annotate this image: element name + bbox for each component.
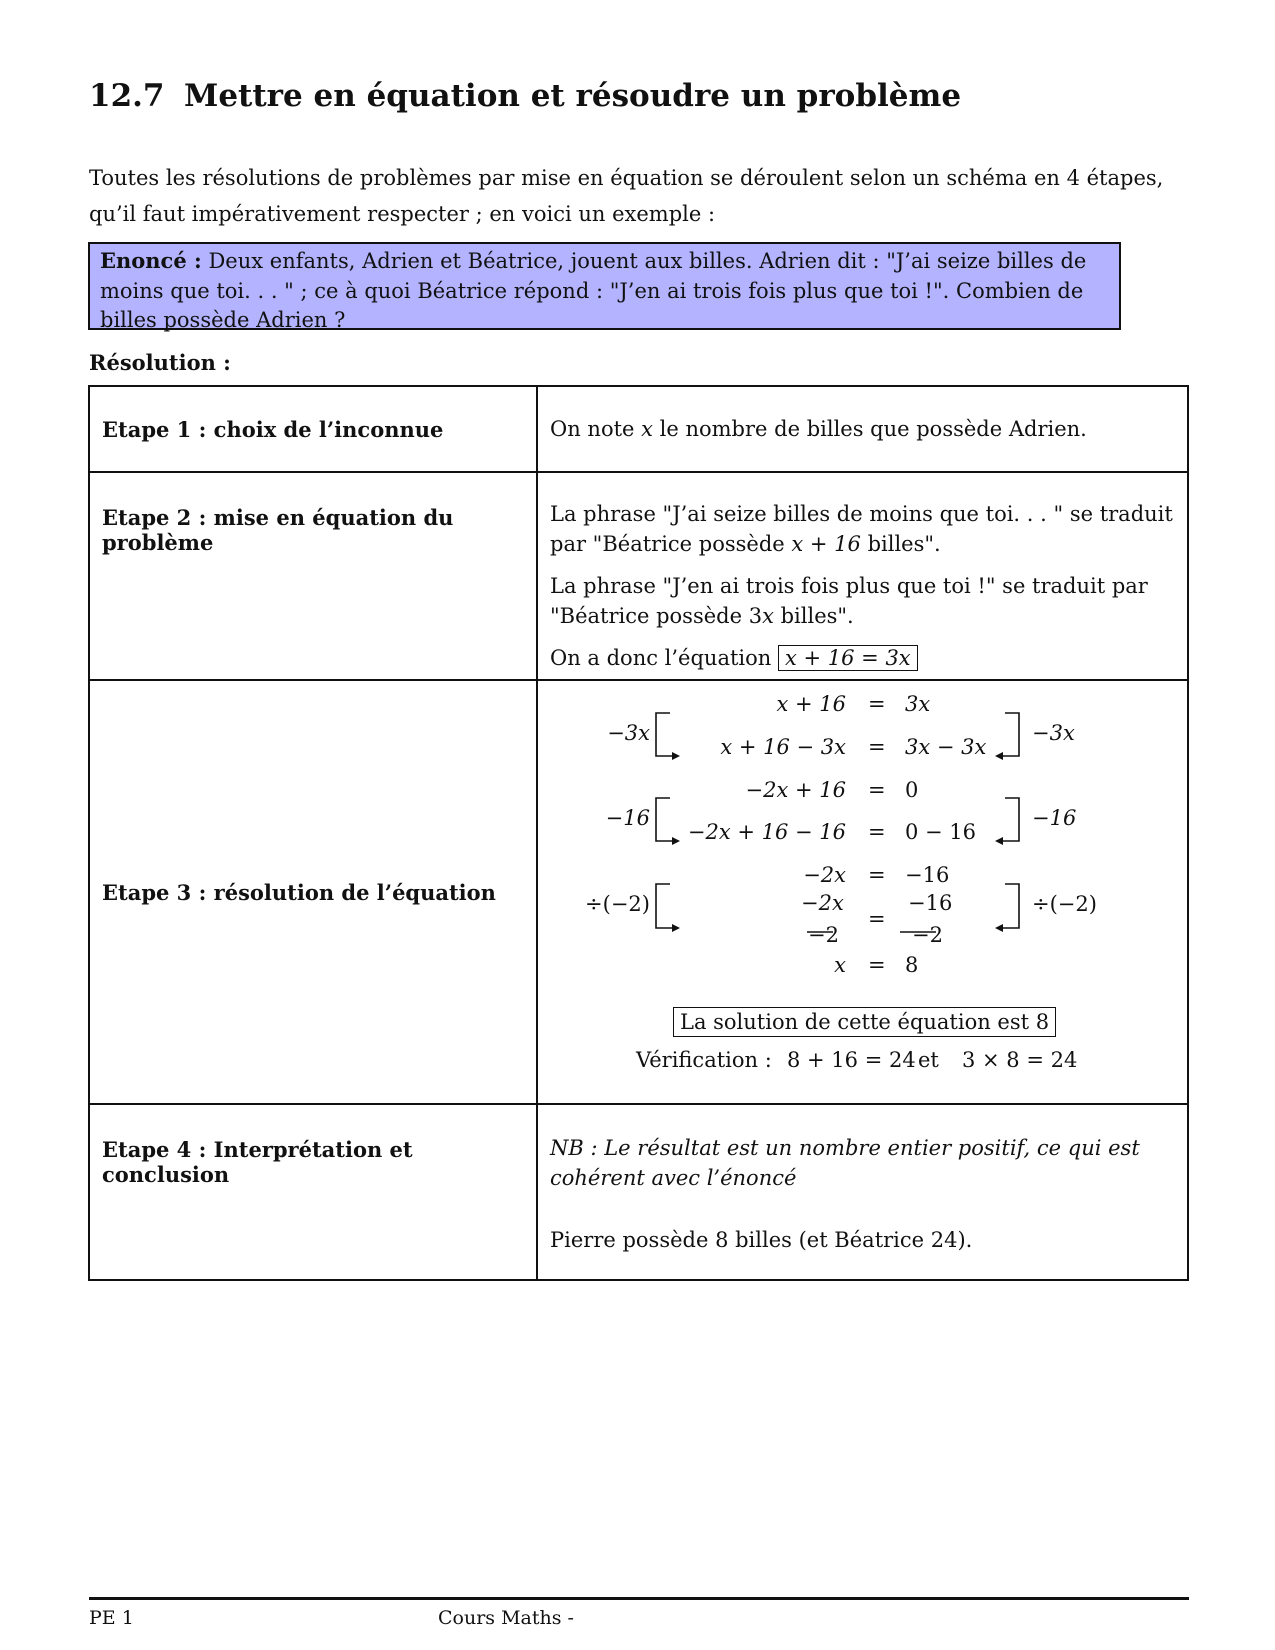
row-6-eq: = — [868, 907, 886, 931]
step-4-note: NB : Le résultat est un nombre entier positif, ce qui est cohérent avec l’énoncé — [550, 1136, 1140, 1190]
step-2-sentence-3 — [550, 643, 1175, 673]
row-3-eq: = — [868, 778, 886, 802]
step-1-text-before: On note — [550, 417, 642, 441]
row-6-rhs-denominator: −2 — [912, 923, 943, 947]
bracket-left-1 — [656, 713, 673, 756]
step-2-label: Etape 2 : mise en équation du problème — [89, 472, 537, 680]
row-3-rhs: 0 — [905, 778, 919, 802]
row-2-rhs: 3x − 3x — [905, 735, 987, 759]
row-4-eq: = — [868, 820, 886, 844]
step-2-content — [537, 472, 1188, 680]
verification-2: 3 × 8 = 24 — [962, 1048, 1078, 1072]
footer-center: Cours Maths - — [438, 1607, 574, 1629]
step-4-label: Etape 4 : Interprétation et conclusion — [89, 1104, 537, 1280]
row-6-lhs-numerator: −2x — [801, 891, 844, 915]
step-4-conclusion: Pierre possède 8 billes (et Béatrice 24). — [550, 1228, 973, 1252]
solution-box: La solution de cette équation est 8 — [673, 1007, 1056, 1037]
footer-rule — [89, 1597, 1189, 1600]
row-2-eq: = — [868, 735, 886, 759]
problem-text: Deux enfants, Adrien et Béatrice, jouent aux billes. Adrien dit : "J’ai seize billes de moins que toi. . . " ; ce à quoi Béatrice répond : "J’en ai trois fois plus que toi !". Combien de billes possède Adrien ? — [100, 249, 1087, 332]
bracket-left-3 — [656, 884, 673, 928]
arrowhead-left-2 — [672, 837, 680, 845]
section-title: Mettre en équation et résoudre un problème — [184, 78, 962, 114]
step-3-content — [537, 680, 1188, 1104]
equation-box: x + 16 = 3x — [778, 645, 918, 671]
problem-label: Enoncé : — [100, 248, 202, 273]
section-heading — [89, 78, 961, 114]
row-7-eq: = — [868, 953, 886, 977]
row-1-rhs: 3x — [905, 692, 931, 716]
row-2-lhs: x + 16 − 3x — [720, 735, 846, 759]
step-1-row — [89, 386, 1188, 472]
step-2-row — [89, 472, 1188, 680]
problem-statement-box — [88, 242, 1121, 330]
row-1-eq: = — [868, 692, 886, 716]
op-right-3: ÷(−2) — [1032, 892, 1097, 916]
op-left-3: ÷(−2) — [585, 892, 650, 916]
row-1-lhs: x + 16 — [776, 692, 846, 716]
op-left-2: −16 — [605, 806, 650, 830]
bracket-right-2 — [1002, 798, 1019, 841]
bracket-right-1 — [1002, 713, 1019, 756]
bracket-left-2 — [656, 798, 673, 841]
step-2-p1b: billes". — [860, 532, 941, 556]
footer-left: PE 1 — [89, 1607, 134, 1629]
arrowhead-left-3 — [672, 924, 680, 932]
row-7-lhs: x — [834, 953, 846, 977]
verification-label: Vérification : — [636, 1048, 772, 1072]
step-2-p2a: La phrase "J’en ai trois fois plus que toi !" se traduit par "Béatrice possède 3 — [550, 574, 1148, 628]
row-5-lhs: −2x — [803, 863, 846, 887]
step-2-p1-expr: x + 16 — [791, 532, 861, 556]
step-3-label: Etape 3 : résolution de l’équation — [89, 680, 537, 1104]
step-1-label: Etape 1 : choix de l’inconnue — [89, 386, 537, 472]
resolution-label: Résolution : — [89, 350, 231, 375]
op-right-1: −3x — [1032, 721, 1075, 745]
step-2-p2b: billes". — [773, 604, 854, 628]
bracket-right-3 — [1002, 884, 1019, 928]
arrowhead-right-1 — [995, 752, 1003, 760]
row-5-eq: = — [868, 863, 886, 887]
op-left-1: −3x — [607, 721, 650, 745]
row-6-lhs-denominator: −2 — [808, 923, 839, 947]
step-3-row — [89, 680, 1188, 1104]
row-4-rhs: 0 − 16 — [905, 820, 977, 844]
op-right-2: −16 — [1032, 806, 1077, 830]
step-1-content — [537, 386, 1188, 472]
row-4-lhs: −2x + 16 − 16 — [687, 820, 846, 844]
step-2-sentence-1 — [550, 499, 1175, 559]
verification-1: 8 + 16 = 24 — [787, 1048, 916, 1072]
arrowhead-right-2 — [995, 837, 1003, 845]
step-4-row — [89, 1104, 1188, 1280]
step-4-content — [537, 1104, 1188, 1280]
equation-solving-area — [538, 681, 1188, 1103]
section-number: 12.7 — [89, 78, 165, 114]
steps-table — [88, 385, 1189, 1281]
step-2-p3: On a donc l’équation — [550, 646, 772, 670]
row-3-lhs: −2x + 16 — [745, 778, 846, 802]
intro-paragraph: Toutes les résolutions de problèmes par mise en équation se déroulent selon un schéma en 4 étapes, qu’il faut impérativement respecter ; en voici un exemple : — [89, 166, 1164, 226]
arrowhead-left-1 — [672, 752, 680, 760]
row-6-rhs-numerator: −16 — [908, 891, 953, 915]
step-2-sentence-2 — [550, 571, 1175, 631]
step-1-text-after: le nombre de billes que possède Adrien. — [652, 417, 1087, 441]
arrowhead-right-3 — [995, 924, 1003, 932]
step-2-p2-var: x — [762, 604, 774, 628]
step-2-p1a: La phrase "J’ai seize billes de moins que toi. . . " se traduit par "Béatrice possède — [550, 502, 1173, 556]
row-5-rhs: −16 — [905, 863, 950, 887]
verification-and: et — [918, 1048, 939, 1072]
row-7-rhs: 8 — [905, 953, 919, 977]
step-1-var: x — [641, 417, 653, 441]
